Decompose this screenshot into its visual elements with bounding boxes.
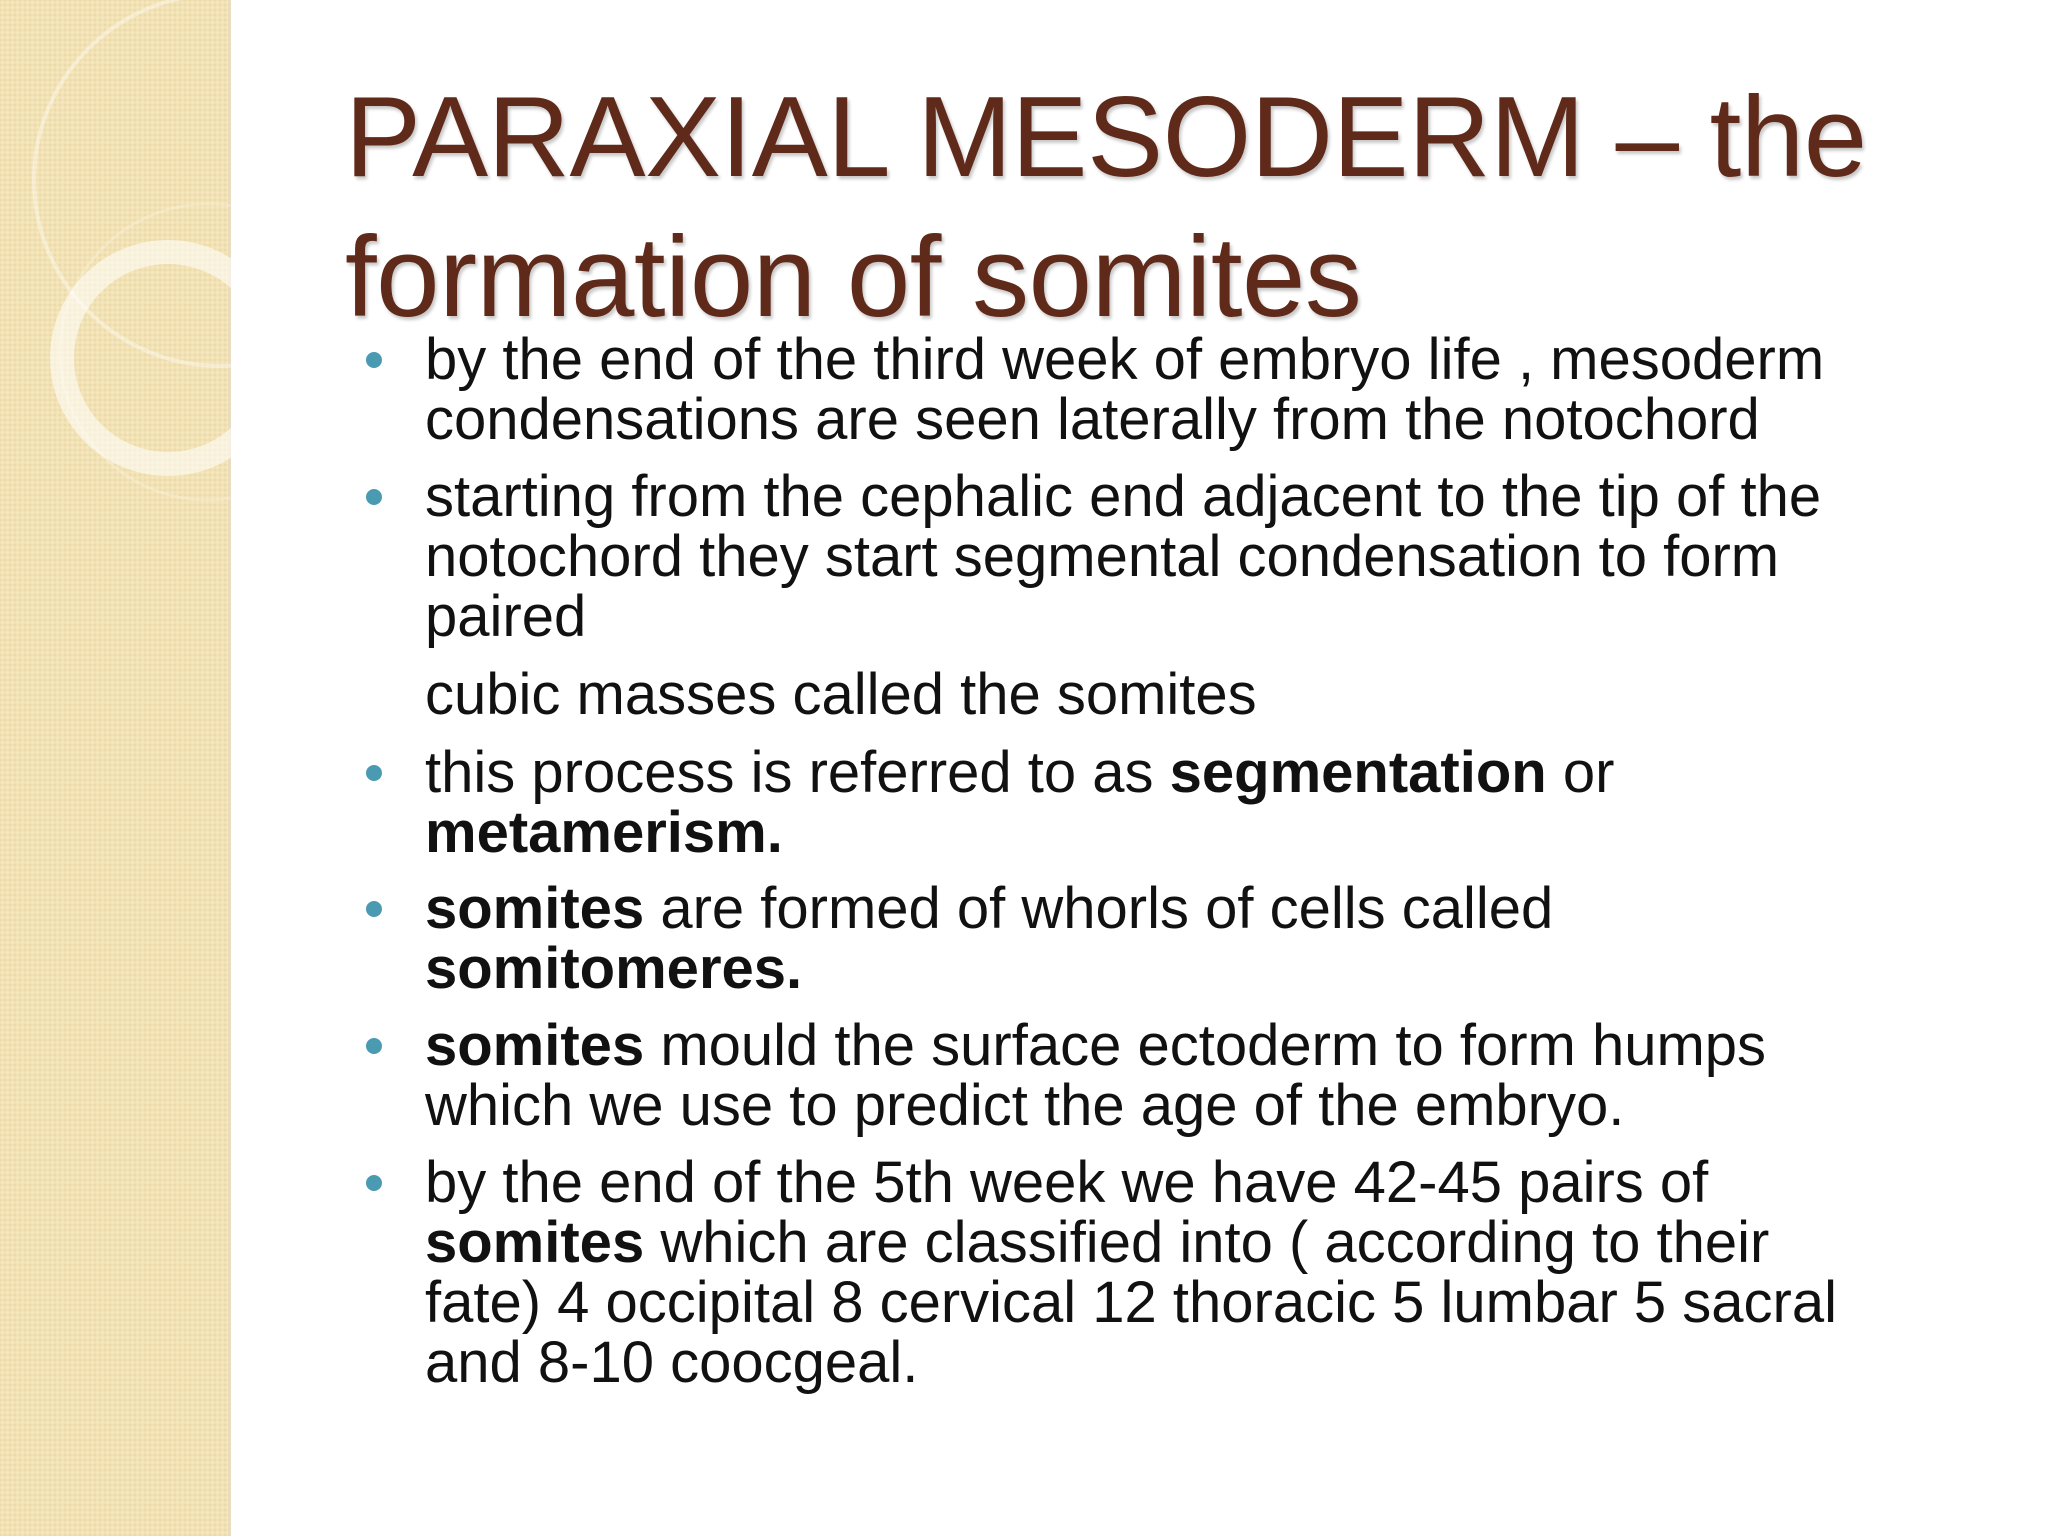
slide-title xyxy=(345,68,1995,348)
bullet-item-3 xyxy=(425,740,2025,865)
bullet-dot-icon xyxy=(366,1038,382,1054)
bullet-5-line-1 xyxy=(425,1013,2025,1078)
bullet-dot-icon xyxy=(366,901,382,917)
bullet-6-line-2 xyxy=(425,1210,2025,1275)
bullet-2-line-3: paired xyxy=(425,584,587,649)
bullet-2-line-2: notochord they start segmental condensation to form xyxy=(425,524,1780,589)
bullet-4-text-post: are formed of whorls of cells called xyxy=(644,876,1554,941)
bullet-3-bold-metamerism: metamerism. xyxy=(425,800,783,865)
bullet-3-line-2 xyxy=(425,800,2025,865)
decorative-circles xyxy=(0,0,260,520)
bullet-6-text-post: which are classified into ( according to their xyxy=(644,1210,1770,1275)
title-line-1: PARAXIAL MESODERM – the xyxy=(345,74,1867,201)
bullet-3-bold-segmentation: segmentation xyxy=(1169,740,1547,805)
bullet-4-bold-somites: somites xyxy=(425,876,645,941)
bullet-4-line-2 xyxy=(425,936,2025,1001)
bullet-item-1 xyxy=(425,327,2025,452)
bullet-item-5 xyxy=(425,1013,2025,1138)
bullet-3-text-pre: this process is referred to as xyxy=(425,740,1170,805)
bullet-6-bold-somites: somites xyxy=(425,1210,645,1275)
bullet-dot-icon xyxy=(366,352,382,368)
bullet-3-line-1 xyxy=(425,740,2025,805)
bullet-6-line-3: fate) 4 occipital 8 cervical 12 thoracic 5 lumbar 5 sacral xyxy=(425,1270,1837,1335)
bullet-item-2 xyxy=(425,464,2025,727)
bullet-5-text-post: mould the surface ectoderm to form humps xyxy=(644,1013,1767,1078)
bullet-dot-icon xyxy=(366,765,382,781)
bullet-2-line-1: starting from the cephalic end adjacent to the tip of the xyxy=(425,464,1822,529)
bullet-item-6 xyxy=(425,1150,2025,1395)
title-line-2: formation of somites xyxy=(345,214,1362,341)
bullet-1-line-1: by the end of the third week of embryo life , mesoderm xyxy=(425,327,1825,392)
bullet-6-line-1: by the end of the 5th week we have 42-45 pairs of xyxy=(425,1150,1709,1215)
bullet-4-bold-somitomeres: somitomeres. xyxy=(425,936,803,1001)
bullet-dot-icon xyxy=(366,489,382,505)
bullet-1-line-2: condensations are seen laterally from the notochord xyxy=(425,387,1760,452)
bullet-dot-icon xyxy=(366,1175,382,1191)
bullet-6-line-4: and 8-10 coocgeal. xyxy=(425,1330,919,1395)
bullet-5-bold-somites: somites xyxy=(425,1013,645,1078)
bullet-3-text-post: or xyxy=(1546,740,1615,805)
bullet-item-4 xyxy=(425,876,2025,1001)
bullet-5-line-2: which we use to predict the age of the embryo. xyxy=(425,1073,1625,1138)
bullet-4-line-1 xyxy=(425,876,2025,941)
bullet-2-continuation: cubic masses called the somites xyxy=(425,662,1257,727)
